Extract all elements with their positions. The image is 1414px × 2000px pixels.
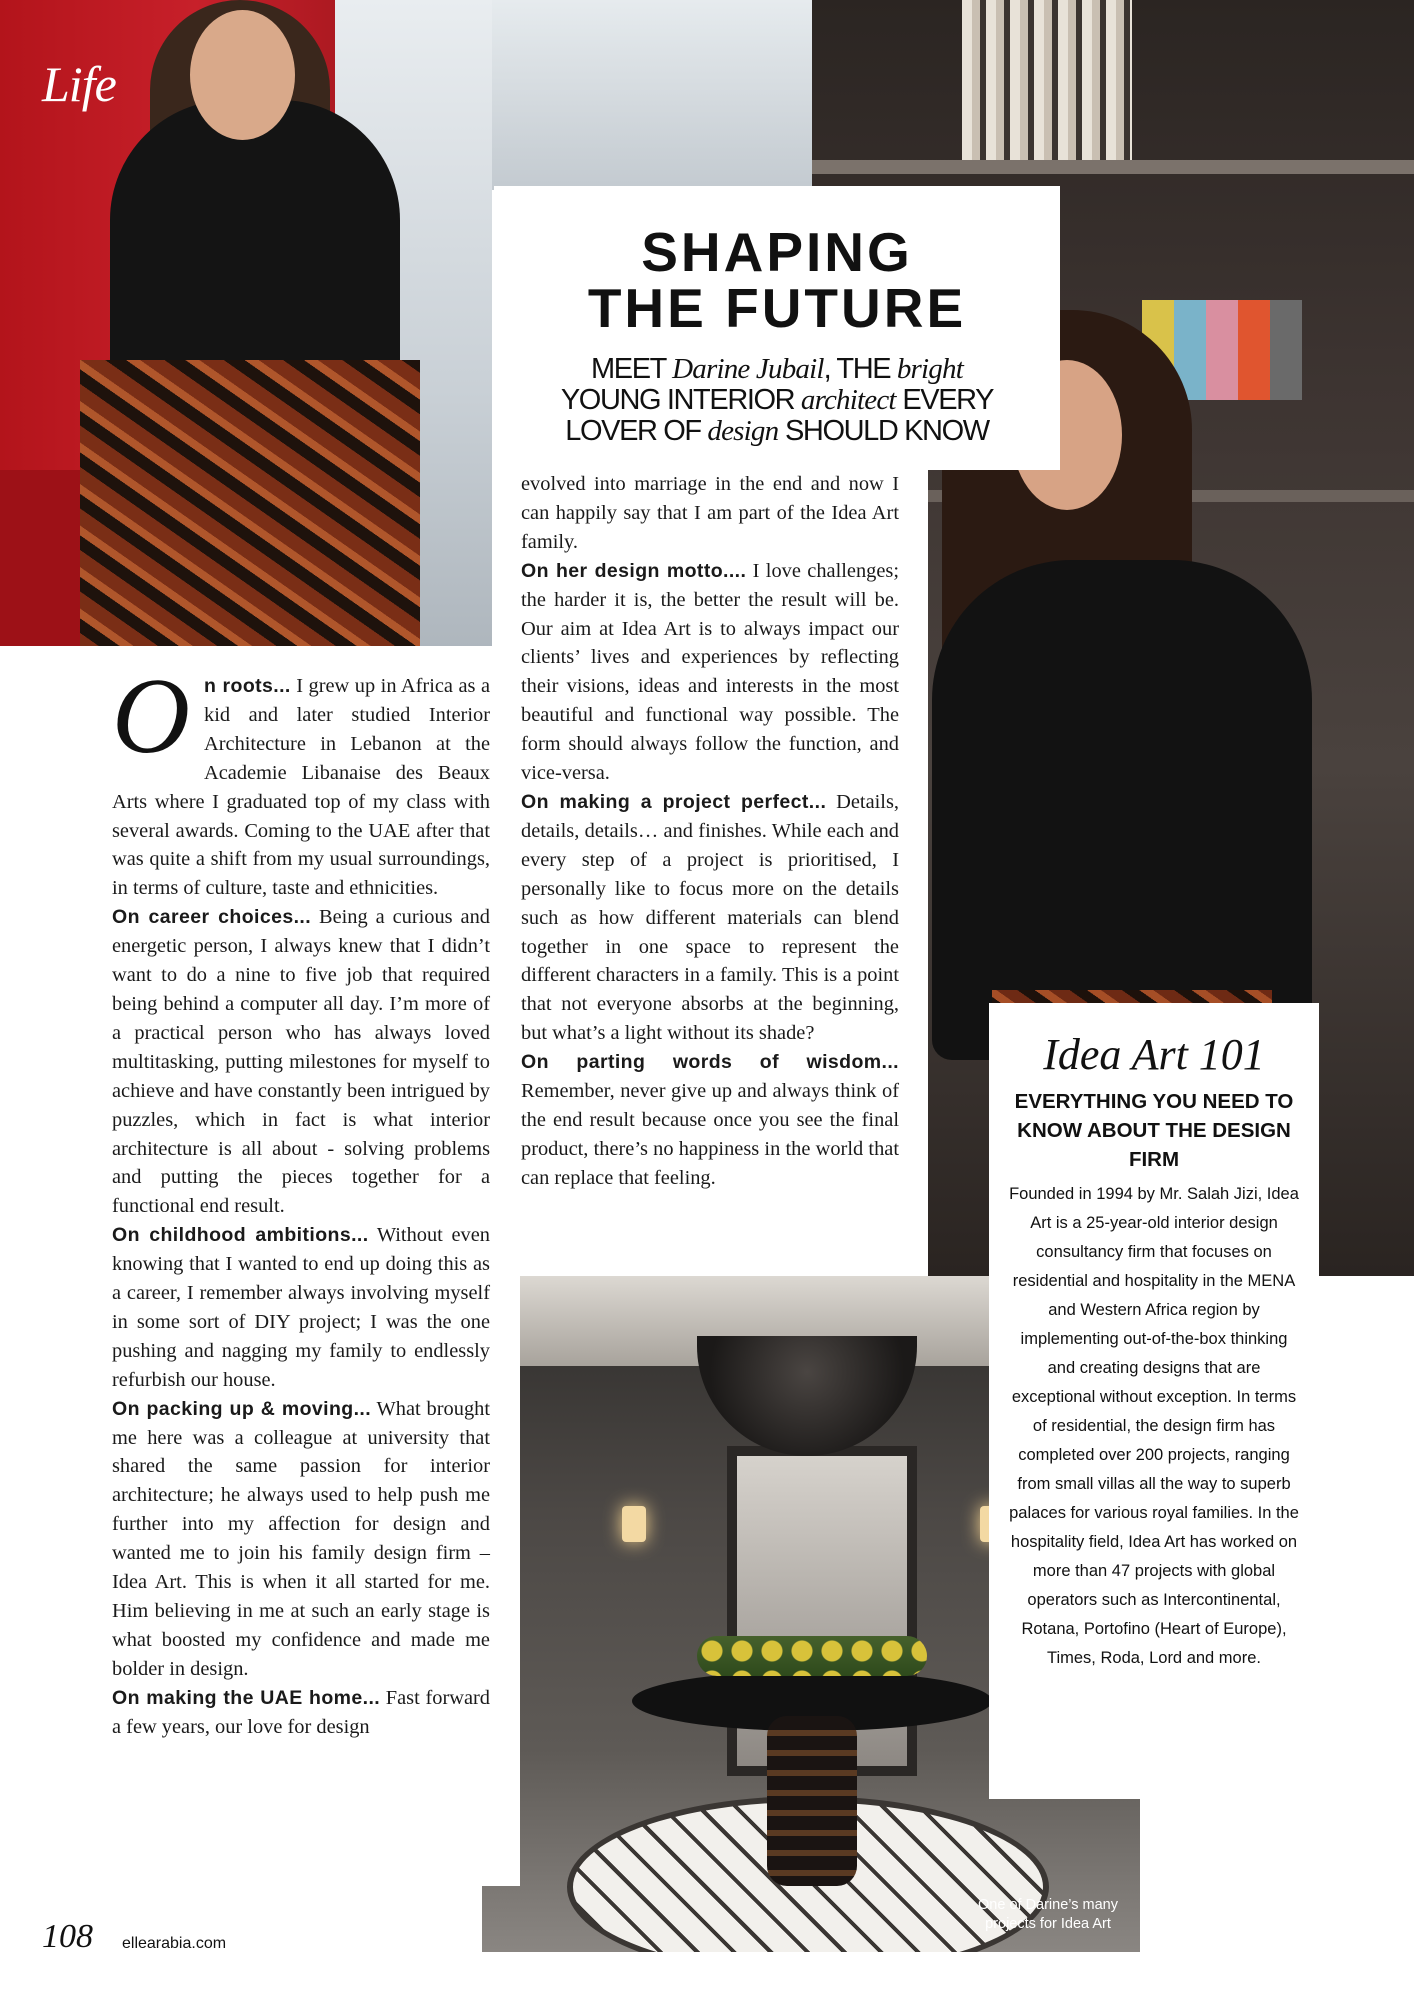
deck-text: LOVER OF bbox=[565, 415, 708, 447]
deck-italic: design bbox=[707, 415, 779, 447]
sidebar-subtitle: EVERYTHING YOU NEED TO KNOW ABOUT THE DESIGN FIRM bbox=[1014, 1090, 1294, 1171]
paragraph-motto bbox=[521, 557, 899, 788]
deck-text: , THE bbox=[823, 353, 897, 385]
deck-line bbox=[494, 385, 1060, 416]
face bbox=[190, 10, 295, 140]
sculptural-base bbox=[767, 1716, 857, 1886]
paragraph-text: What brought me here was a colleague at university that shared the same passion for interior architecture; he always used to help push me further into my affection for design and wanted me to join his family design firm – Idea Art. This is when it all started for me. Him believing in me at such an early stage is what boosted my confidence and made me bolder in design. bbox=[112, 1397, 490, 1680]
headline-line: THE FUTURE bbox=[587, 277, 967, 339]
paragraph-perfect bbox=[521, 788, 899, 1048]
sidebar-box bbox=[989, 1003, 1319, 1799]
website-url: ellearabia.com bbox=[122, 1935, 227, 1952]
paragraph-text: I grew up in Africa as a kid and later studied Interior Architecture in Lebanon at the Academie Libanaise des Beaux Arts where I graduated top of my class with several awards. Coming to the UAE after that was quite a shift from my usual surroundings, in terms of culture, taste and ethnicities. bbox=[112, 675, 490, 900]
deck-line bbox=[494, 354, 1060, 385]
deck-text: EVERY bbox=[895, 384, 994, 416]
deck-italic: Darine Jubail bbox=[672, 353, 824, 385]
drop-cap: O bbox=[112, 657, 190, 776]
color-swatch bbox=[1206, 300, 1238, 400]
paragraph-text: Fast forward a few years, our love for design bbox=[112, 1686, 490, 1738]
paragraph-uae bbox=[112, 1684, 490, 1742]
deck-text: MEET bbox=[591, 353, 673, 385]
section-label: Life bbox=[42, 56, 116, 112]
article-column-middle bbox=[521, 470, 899, 1193]
sidebar-title: Idea Art 101 bbox=[1043, 1030, 1265, 1079]
black-blazer bbox=[932, 560, 1312, 1060]
paragraph-lead: On childhood ambitions... bbox=[112, 1224, 369, 1247]
chandelier bbox=[697, 1336, 917, 1456]
paragraph-uae-continued: evolved into marriage in the end and now I can happily say that I am part of the Idea Art family. bbox=[521, 473, 899, 553]
window-background bbox=[492, 0, 812, 190]
paragraph-text: I love challenges; the harder it is, the better the result will be. Our aim at Idea Art is to always impact our clients’ lives and experiences by reflecting their visions, ideas and interests in the most beautiful and functional way possible. The form should always follow the function, and vice-versa. bbox=[521, 559, 899, 785]
article-column-left bbox=[112, 657, 490, 1742]
sidebar-body: Founded in 1994 by Mr. Salah Jizi, Idea Art is a 25-year-old interior design consultancy firm that focuses on residential and hospitality in the MENA and Western Africa region by implementing out-of-the-box thinking and creating designs that are exceptional without exception. In terms of residential, the design firm has completed over 200 projects, ranging from small villas all the way to superb palaces for various royal families. In the hospitality field, Idea Art has worked on more than 47 projects with global operators such as Intercontinental, Rotana, Portofino (Heart of Europe), Times, Roda, Lord and more. bbox=[1009, 1185, 1299, 1667]
paragraph-lead: On her design motto.... bbox=[521, 559, 747, 582]
paragraph-parting bbox=[521, 1048, 899, 1193]
deck-text: YOUNG INTERIOR bbox=[560, 384, 801, 416]
headline bbox=[494, 221, 1060, 339]
paragraph-lead: On making a project perfect... bbox=[521, 790, 827, 813]
paragraph-text: Remember, never give up and always think of the end result because once you see the final product, there’s no happiness in the world that can replace that feeling. bbox=[521, 1080, 899, 1189]
paragraph-text: Details, details, details… and finishes. While each and every step of a project is prioritised, I personally like to focus more on the details such as how different materials can blend together in one space to represent the different characters in a family. This is a point that not everyone absorbs at the beginning, but what’s a light without its shade? bbox=[521, 790, 899, 1045]
paragraph-lead: On packing up & moving... bbox=[112, 1397, 372, 1420]
paragraph-career bbox=[112, 903, 490, 1221]
deck-line bbox=[494, 416, 1060, 447]
deck-text: SHOULD KNOW bbox=[778, 415, 989, 447]
flower-arrangement bbox=[697, 1636, 927, 1676]
paragraph-packing bbox=[112, 1395, 490, 1684]
paragraph-roots bbox=[112, 657, 490, 903]
wall-sconce bbox=[622, 1506, 646, 1542]
paragraph-lead: On career choices... bbox=[112, 906, 312, 929]
headline-line: SHAPING bbox=[641, 221, 913, 283]
deck-italic: bright bbox=[896, 353, 963, 385]
color-swatch bbox=[1270, 300, 1302, 400]
photo-caption bbox=[958, 1896, 1138, 1934]
paragraph-lead: On making the UAE home... bbox=[112, 1686, 381, 1709]
paragraph-childhood bbox=[112, 1221, 490, 1394]
title-box bbox=[494, 186, 1060, 470]
caption-line: projects for Idea Art bbox=[985, 1916, 1111, 1932]
deck-italic: architect bbox=[800, 384, 896, 416]
shelf bbox=[812, 160, 1414, 174]
paragraph-lead: On parting words of wisdom... bbox=[521, 1051, 899, 1074]
bookshelf-books bbox=[962, 0, 1132, 160]
deck bbox=[494, 354, 1060, 447]
page-number: 108 bbox=[42, 1918, 93, 1955]
caption-line: One of Darine’s many bbox=[978, 1897, 1118, 1913]
patterned-skirt bbox=[80, 360, 420, 646]
paragraph-text: Being a curious and energetic person, I always knew that I didn’t want to do a nine to five job that required being behind a computer all day. I’m more of a practical person who has always loved multitasking, putting milestones for myself to achieve and have constantly been intrigued by puzzles, which in fact is what interior architecture is all about - solving problems and putting the pieces together for a functional end result. bbox=[112, 906, 490, 1218]
color-swatch bbox=[1238, 300, 1270, 400]
paragraph-lead: n roots... bbox=[204, 675, 291, 697]
paragraph-text: Without even knowing that I wanted to end up doing this as a career, I remember always involving myself in some sort of DIY project; I was the one pushing and nagging my family to endlessly refurbish our house. bbox=[112, 1224, 490, 1391]
